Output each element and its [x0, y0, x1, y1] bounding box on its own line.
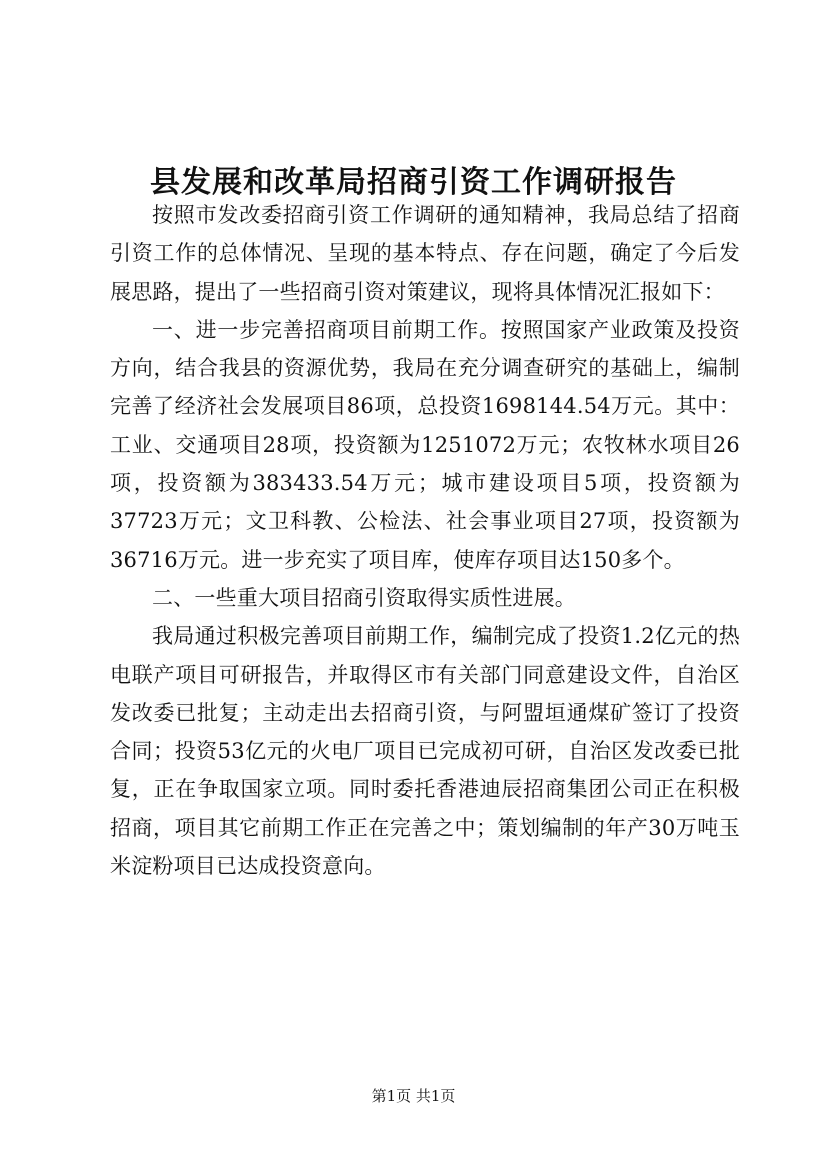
paragraph-intro: 按照市发改委招商引资工作调研的通知精神，我局总结了招商引资工作的总体情况、呈现的基本特点、存在问题，确定了今后发展思路，提出了一些招商引资对策建议，现将具体情况汇报如下： — [110, 203, 740, 304]
paragraph-section-two-heading: 二、一些重大项目招商引资取得实质性进展。 — [152, 585, 576, 610]
paragraph-section-one: 一、进一步完善招商项目前期工作。按照国家产业政策及投资方向，结合我县的资源优势，我局在充分调查研究的基础上，编制完善了经济社会发展项目86项，总投资1698144.54万元。其中：工业、交通项目28项，投资额为1251072万元；农牧林水项目26项，投资额为383433.54万元；城市建设项目5项，投资额为37723万元；文卫科教、公检法、社会事业项目27项，投资额为36716万元。进一步充实了项目库，使库存项目达150多个。 — [110, 317, 740, 572]
paragraph-section-two-body: 我局通过积极完善项目前期工作，编制完成了投资1.2亿元的热电联产项目可研报告，并取得区市有关部门同意建设文件，自治区发改委已批复；主动走出去招商引资，与阿盟垣通煤矿签订了投资合同；投资53亿元的火电厂项目已完成初可研，自治区发改委已批复，正在争取国家立项。同时委托香港迪辰招商集团公司正在积极招商，项目其它前期工作正在完善之中；策划编制的年产30万吨玉米淀粉项目已达成投资意向。 — [110, 624, 740, 879]
document-title: 县发展和改革局招商引资工作调研报告 — [150, 165, 677, 201]
page-footer: 第1页 共1页 — [371, 1087, 456, 1105]
document-body — [110, 196, 740, 885]
